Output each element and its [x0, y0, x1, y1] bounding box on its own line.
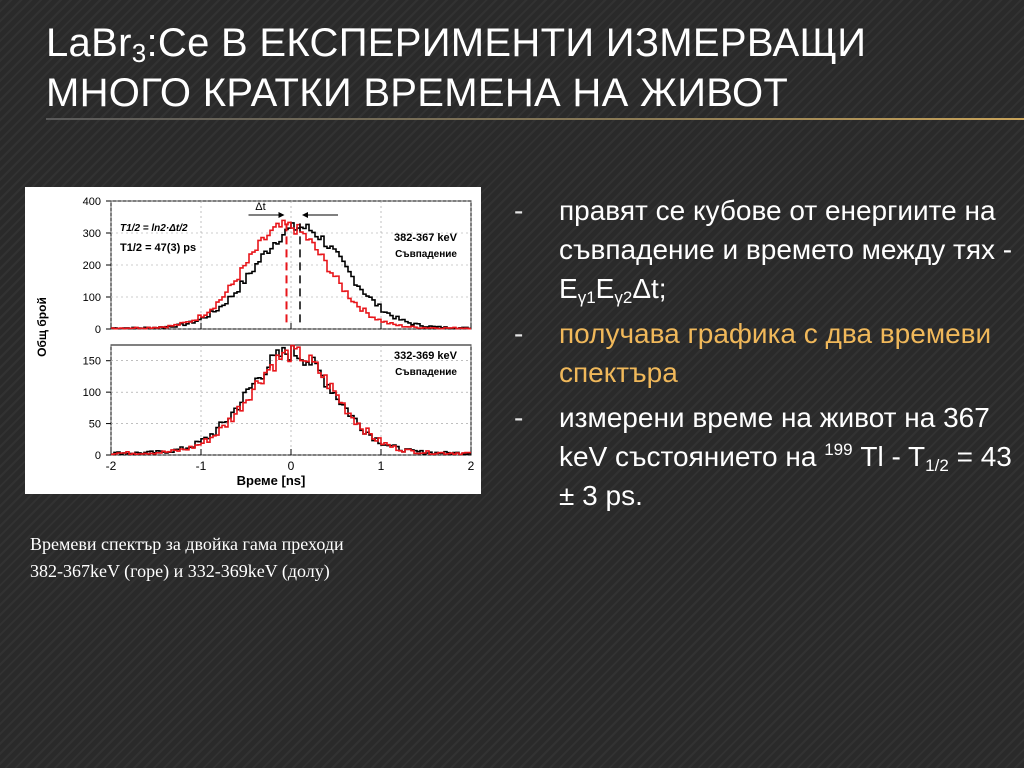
energy-label: 332-369 keV	[394, 350, 457, 362]
result-label: T1/2 = 47(3) ps	[120, 242, 197, 254]
figure-caption	[30, 531, 450, 585]
formula-label: T1/2 = ln2·Δt/2	[120, 223, 188, 234]
y-tick-label: 400	[82, 196, 101, 208]
slide-title	[46, 18, 1006, 118]
bottom-panel	[83, 345, 471, 462]
bullet-item-spectra	[514, 314, 1014, 392]
y-tick-label: 0	[94, 450, 101, 462]
bullet-dash: -	[514, 195, 524, 226]
title-subscript: 3	[131, 38, 147, 68]
bullet-text-end: = 43 ± 3 ps.	[559, 441, 1012, 511]
y-axis-label: Общ брой	[35, 297, 49, 357]
title-part2: :Ce В ЕКСПЕРИМЕНТИ ИЗМЕРВАЩИ	[146, 21, 867, 65]
title-divider	[46, 118, 1024, 120]
x-tick-label: 0	[287, 459, 295, 473]
gate-label: Съвпадение	[395, 367, 457, 378]
x-axis-label: Време [ns]	[236, 473, 306, 488]
bullet-text-mid: Tl - T	[852, 441, 926, 472]
title-part1: LaBr	[46, 21, 132, 65]
y-tick-label: 200	[82, 260, 101, 272]
energy-label: 382-367 keV	[394, 232, 457, 244]
delta-label: Δt	[255, 201, 266, 213]
bullet-list	[514, 191, 1014, 521]
x-tick-label: -1	[195, 459, 207, 473]
bullet-text: получава графика с два времеви спектъра	[559, 318, 992, 388]
bullet-dash: -	[514, 318, 524, 349]
bullet-text-mid: E	[595, 273, 615, 304]
gate-label: Съвпадение	[395, 249, 457, 260]
x-axis	[106, 459, 475, 473]
bullet-text: измерени време на живот на 367 keV състоянието на	[559, 402, 990, 472]
caption-line-2: 382-367keV (горе) и 332-369keV (долу)	[30, 561, 330, 581]
bullet-superscript: 199	[824, 440, 853, 459]
y-tick-label: 50	[88, 418, 101, 431]
bullet-text-end: Δt;	[632, 273, 667, 304]
bullet-subscript: γ2	[614, 288, 633, 307]
bullet-subscript: 1/2	[925, 456, 949, 475]
x-tick-label: 2	[467, 459, 475, 473]
bullet-item-lifetime	[514, 398, 1014, 515]
title-line2: МНОГО КРАТКИ ВРЕМЕНА НА ЖИВОТ	[46, 71, 789, 115]
y-tick-label: 100	[82, 387, 101, 400]
y-tick-label: 150	[82, 355, 101, 368]
bullet-item-cubes	[514, 191, 1014, 308]
bullet-text: правят се кубове от енергиите на съвпадение и времето между тях - E	[559, 195, 1013, 304]
bullet-dash: -	[514, 402, 524, 433]
x-tick-label: -2	[105, 459, 117, 473]
y-tick-label: 100	[82, 292, 101, 304]
caption-line-1: Времеви спектър за двойка гама преходи	[30, 534, 344, 554]
y-tick-label: 300	[82, 228, 101, 240]
bullet-subscript: γ1	[577, 288, 596, 307]
y-tick-label: 0	[94, 324, 101, 336]
spectrum-figure	[25, 187, 481, 494]
spectrum-chart	[25, 187, 481, 494]
x-tick-label: 1	[377, 459, 385, 473]
top-panel	[83, 196, 471, 336]
